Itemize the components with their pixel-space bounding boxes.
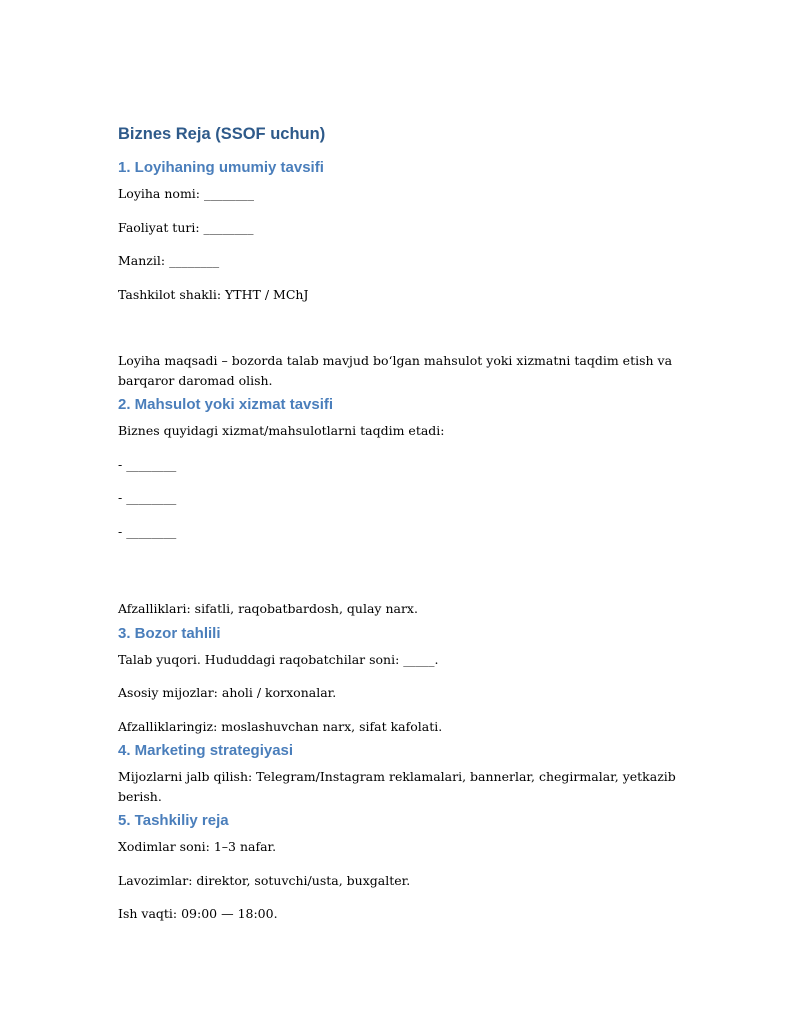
working-hours-line: Ish vaqti: 09:00 — 18:00. bbox=[118, 906, 278, 921]
section-heading-marketing-strategy: 4. Marketing strategiyasi bbox=[118, 742, 294, 759]
services-intro-line: Biznes quyidagi xizmat/mahsulotlarni taqdim etadi: bbox=[118, 423, 445, 438]
section-heading-market-analysis: 3. Bozor tahlili bbox=[118, 624, 221, 642]
service-list-item: - ________ bbox=[118, 490, 177, 505]
project-goal-paragraph: Loyiha maqsadi – bozorda talab mavjud bo‘lgan mahsulot yoki xizmatni taqdim etish va barqaror daromad olish. bbox=[118, 353, 673, 388]
activity-type-line: Faoliyat turi: ________ bbox=[118, 219, 254, 235]
project-name-line: Loyiha nomi: ________ bbox=[118, 186, 254, 201]
section-heading-product-service: 2. Mahsulot yoki xizmat tavsifi bbox=[118, 396, 334, 413]
section-heading-organizational-plan: 5. Tashkiliy reja bbox=[118, 812, 229, 829]
client-acquisition-paragraph: Mijozlarni jalb qilish: Telegram/Instagram reklamalari, bannerlar, chegirmalar, yetkazib berish. bbox=[118, 769, 676, 804]
organization-form-line: Tashkilot shakli: YTHT / MChJ bbox=[118, 286, 309, 302]
address-line: Manzil: ________ bbox=[118, 253, 220, 268]
service-list-item: - ________ bbox=[118, 456, 177, 472]
document-title: Biznes Reja (SSOF uchun) bbox=[118, 125, 326, 143]
section-heading-general-description: 1. Loyihaning umumiy tavsifi bbox=[118, 159, 324, 176]
staff-count-line: Xodimlar soni: 1–3 nafar. bbox=[118, 839, 277, 854]
document-body bbox=[118, 118, 678, 924]
positions-line: Lavozimlar: direktor, sotuvchi/usta, buxgalter. bbox=[118, 872, 411, 888]
your-advantages-line: Afzalliklaringiz: moslashuvchan narx, sifat kafolati. bbox=[118, 718, 443, 734]
service-list-item: - ________ bbox=[118, 523, 177, 539]
main-clients-line: Asosiy mijozlar: aholi / korxonalar. bbox=[118, 685, 337, 700]
demand-line: Talab yuqori. Hududdagi raqobatchilar soni: _____. bbox=[118, 651, 439, 667]
advantages-line: Afzalliklari: sifatli, raqobatbardosh, qulay narx. bbox=[118, 601, 418, 616]
